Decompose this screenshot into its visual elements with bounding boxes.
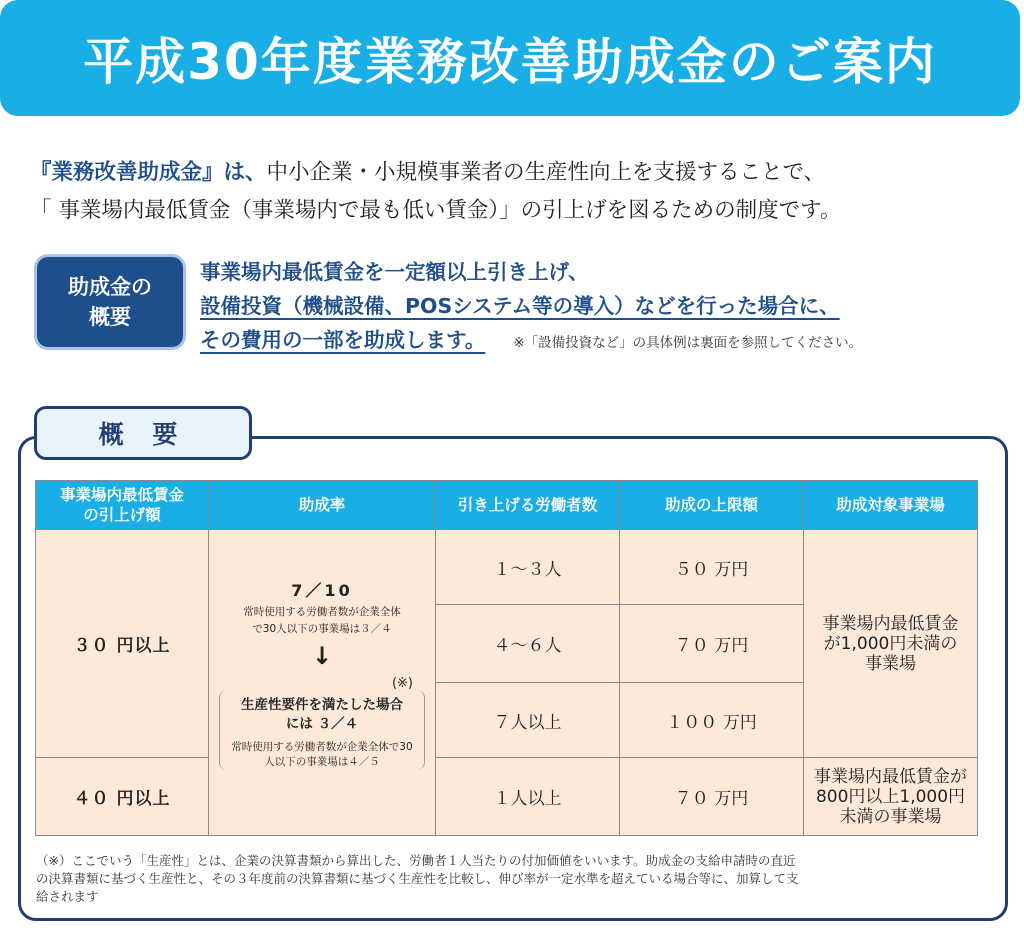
- table-row: [36, 530, 978, 605]
- limit-cell: １００ 万円: [620, 683, 804, 758]
- limit-cell: ５０ 万円: [620, 530, 804, 605]
- header-limit: 助成の上限額: [620, 481, 804, 530]
- summary-badge: [34, 254, 186, 350]
- footnote: （※）ここでいう「生産性」とは、企業の決算書類から算出した、労働者１人当たりの付加価値をいいます。助成金の支給申請時の直近 の決算書類に基づく生産性と、その３年度前の決算書類に基づく生産性を比較し、伸び率が一定水準を超えている場合等に、加算して支 給されます: [36, 853, 799, 904]
- intro-highlight: 『業務改善助成金』は、: [30, 160, 267, 185]
- amount-cell-40: ４０ 円以上: [36, 758, 209, 836]
- summary-line-2: 設備投資（機械設備、POSシステム等の導入）などを行った場合に、: [200, 294, 840, 318]
- summary-line-1: 事業場内最低賃金を一定額以上引き上げ、: [200, 260, 589, 284]
- summary-badge-line-2: 概要: [89, 305, 131, 329]
- intro-paragraph: [30, 154, 1010, 230]
- workers-cell: １人以上: [436, 758, 620, 836]
- rate-main: 7／10: [291, 581, 353, 600]
- amount-cell-30: ３０ 円以上: [36, 530, 209, 758]
- workers-cell: ４～６人: [436, 605, 620, 683]
- header-workers: 引き上げる労働者数: [436, 481, 620, 530]
- page-title: 平成30年度業務改善助成金のご案内: [83, 33, 937, 91]
- down-arrow-icon: ↓: [311, 642, 333, 670]
- summary-note: ※「設備投資など」の具体例は裏面を参照してください。: [513, 335, 863, 351]
- rate-cell: [209, 530, 436, 836]
- summary-badge-line-1: 助成金の: [68, 275, 152, 299]
- limit-cell: ７０ 万円: [620, 758, 804, 836]
- intro-line-1-rest: 中小企業・小規模事業者の生産性向上を支援することで、: [266, 160, 826, 185]
- summary-line-3: その費用の一部を助成します。: [200, 328, 486, 352]
- intro-line-1: [30, 154, 1010, 192]
- workers-cell: ７人以上: [436, 683, 620, 758]
- rate-condition-sub: 常時使用する労働者数が企業全体で30 人以下の事業場は４／５: [231, 741, 413, 768]
- target-cell-2: 事業場内最低賃金が 800円以上1,000円 未満の事業場: [804, 758, 978, 836]
- rate-condition: 生産性要件を満たした場合 には ３／４: [241, 697, 403, 732]
- rate-sub: 常時使用する労働者数が企業全体 で30人以下の事業場は３／４: [243, 606, 401, 635]
- table-row: [36, 758, 978, 836]
- section-tab-overview: 概 要: [34, 406, 252, 460]
- summary-text: [200, 255, 1000, 360]
- table-header-row: [36, 481, 978, 530]
- subsidy-table: [35, 480, 978, 836]
- limit-cell: ７０ 万円: [620, 605, 804, 683]
- header-rate: 助成率: [209, 481, 436, 530]
- title-banner: [0, 0, 1020, 116]
- workers-cell: １～３人: [436, 530, 620, 605]
- target-cell-1: 事業場内最低賃金 が1,000円未満の 事業場: [804, 530, 978, 758]
- intro-line-2: 「 事業場内最低賃金（事業場内で最も低い賃金）」の引上げを図るための制度です。: [30, 198, 842, 223]
- rate-note-mark: (※): [391, 676, 413, 691]
- header-wage-increase: 事業場内最低賃金 の引上げ額: [36, 481, 209, 530]
- header-target: 助成対象事業場: [804, 481, 978, 530]
